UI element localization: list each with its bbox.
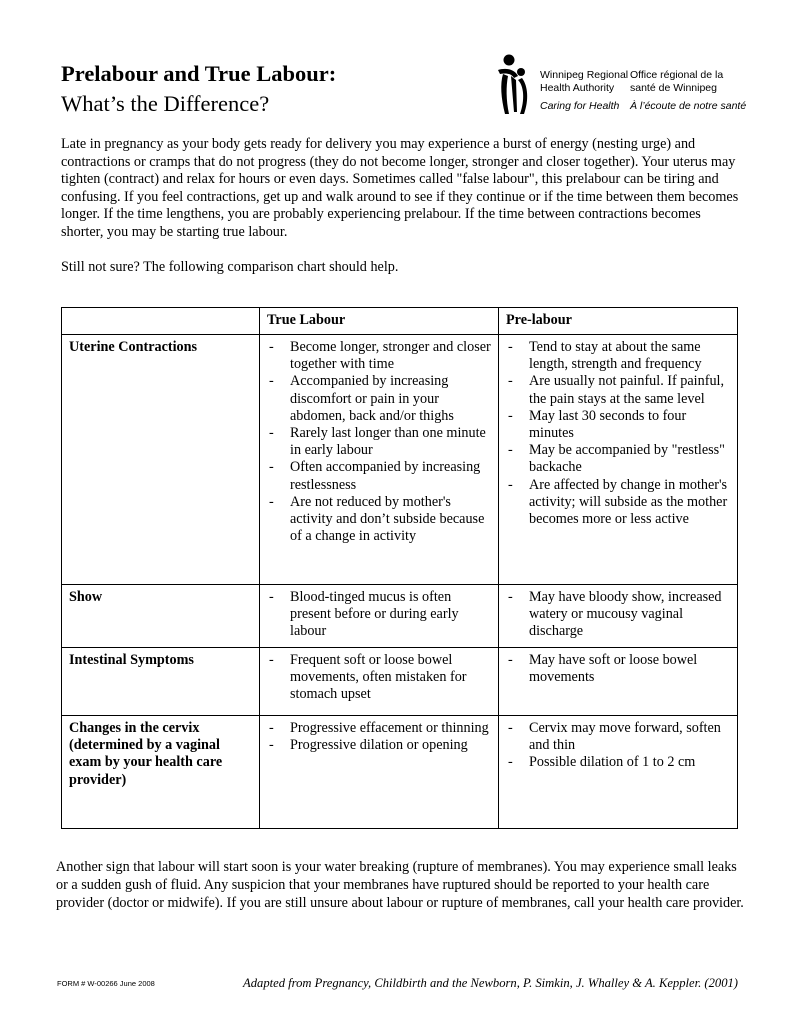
table-row [62, 585, 738, 648]
row-label: Show [62, 585, 260, 648]
table-row [62, 648, 738, 716]
closing-paragraph: Another sign that labour will start soon is your water breaking (rupture of membranes). You may experience small leaks or a sudden gush of fluid. Any suspicion that your membranes have ruptured should be reported to your health care provider (doctor or midwife). If you are still unsure about labour or rupture of membranes, call your health care provider. [56, 859, 744, 912]
list-item: - Often accompanied by increasing restlessness [267, 459, 491, 493]
pre-labour-cell [499, 585, 738, 648]
header-empty-cell [62, 308, 260, 335]
true-labour-cell [260, 648, 499, 716]
intro-section [61, 136, 741, 277]
list-item: - Frequent soft or loose bowel movements, often mistaken for stomach upset [267, 652, 491, 704]
bullet-list [267, 589, 491, 641]
list-item: - Rarely last longer than one minute in early labour [267, 425, 491, 459]
row-label: Uterine Contractions [62, 335, 260, 585]
table-row [62, 716, 738, 829]
list-item: - May have soft or loose bowel movements [506, 652, 730, 686]
bullet-list [506, 589, 730, 641]
wrha-figures-icon [494, 54, 534, 118]
pre-labour-cell [499, 648, 738, 716]
list-item: - Are affected by change in mother's activity; will subside as the mother becomes more or less active [506, 477, 730, 529]
logo-name-en-line2: Health Authority [540, 81, 615, 94]
list-item: - May be accompanied by "restless" backache [506, 442, 730, 476]
header-pre-labour: Pre-labour [499, 308, 738, 335]
list-item: - Tend to stay at about the same length, strength and frequency [506, 339, 730, 373]
true-labour-cell [260, 585, 499, 648]
list-item: - May last 30 seconds to four minutes [506, 408, 730, 442]
list-item: - Progressive dilation or opening [267, 737, 491, 754]
list-item: - May have bloody show, increased watery or mucousy vaginal discharge [506, 589, 730, 641]
comparison-table [61, 307, 738, 829]
bullet-list [267, 652, 491, 704]
logo-name-fr-line1: Office régional de la [630, 69, 724, 81]
wrha-logo [494, 54, 747, 118]
logo-name-en-line1: Winnipeg Regional [540, 69, 629, 81]
bullet-list [506, 720, 730, 772]
bullet-list [267, 339, 491, 545]
pre-labour-cell [499, 716, 738, 829]
list-item: - Cervix may move forward, soften and thin [506, 720, 730, 754]
pre-labour-cell [499, 335, 738, 585]
table-row [62, 335, 738, 585]
bullet-list [267, 720, 491, 754]
intro-paragraph: Late in pregnancy as your body gets ready for delivery you may experience a burst of energy (nesting urge) and contractions or cramps that do not progress (they do not become longer, stronger and closer together). Your uterus may tighten (contract) and relax for hours or even days. Sometimes called "false labour", this prelabour can be tiring and confusing. If you feel contractions, get up and walk around to see if they continue or if the time between them becomes longer. If the time lengthens, you are probably experiencing prelabour. If the time between contractions becomes shorter, you may be starting true labour. [61, 136, 739, 240]
true-labour-cell [260, 335, 499, 585]
list-item: - Possible dilation of 1 to 2 cm [506, 754, 730, 771]
true-labour-cell [260, 716, 499, 829]
logo-tagline-fr: À l’écoute de notre santé [630, 100, 747, 112]
list-item: - Are usually not painful. If painful, the pain stays at the same level [506, 373, 730, 407]
page-subtitle: What’s the Difference? [61, 91, 270, 116]
logo-tagline-en: Caring for Health [540, 100, 620, 112]
list-item: - Blood-tinged mucus is often present before or during early labour [267, 589, 491, 641]
form-number: FORM # W-00266 June 2008 [57, 979, 155, 988]
source-citation: Adapted from Pregnancy, Childbirth and the Newborn, P. Simkin, J. Whalley & A. Keppler. (2001) [243, 976, 738, 990]
header-true-labour: True Labour [260, 308, 499, 335]
row-label: Changes in the cervix (determined by a vaginal exam by your health care provider) [62, 716, 260, 829]
comparison-table-body [62, 335, 738, 829]
list-item: - Are not reduced by mother's activity and don’t subside because of a change in activity [267, 494, 491, 546]
intro-lead-in: Still not sure? The following comparison chart should help. [61, 259, 399, 276]
bullet-list [506, 339, 730, 528]
row-label: Intestinal Symptoms [62, 648, 260, 716]
page-title: Prelabour and True Labour: [61, 61, 337, 86]
list-item: - Progressive effacement or thinning [267, 720, 491, 737]
list-item: - Accompanied by increasing discomfort or pain in your abdomen, back and/or thighs [267, 373, 491, 425]
table-header-row [62, 308, 738, 335]
logo-name-fr-line2: santé de Winnipeg [630, 81, 717, 94]
list-item: - Become longer, stronger and closer together with time [267, 339, 491, 373]
bullet-list [506, 652, 730, 686]
